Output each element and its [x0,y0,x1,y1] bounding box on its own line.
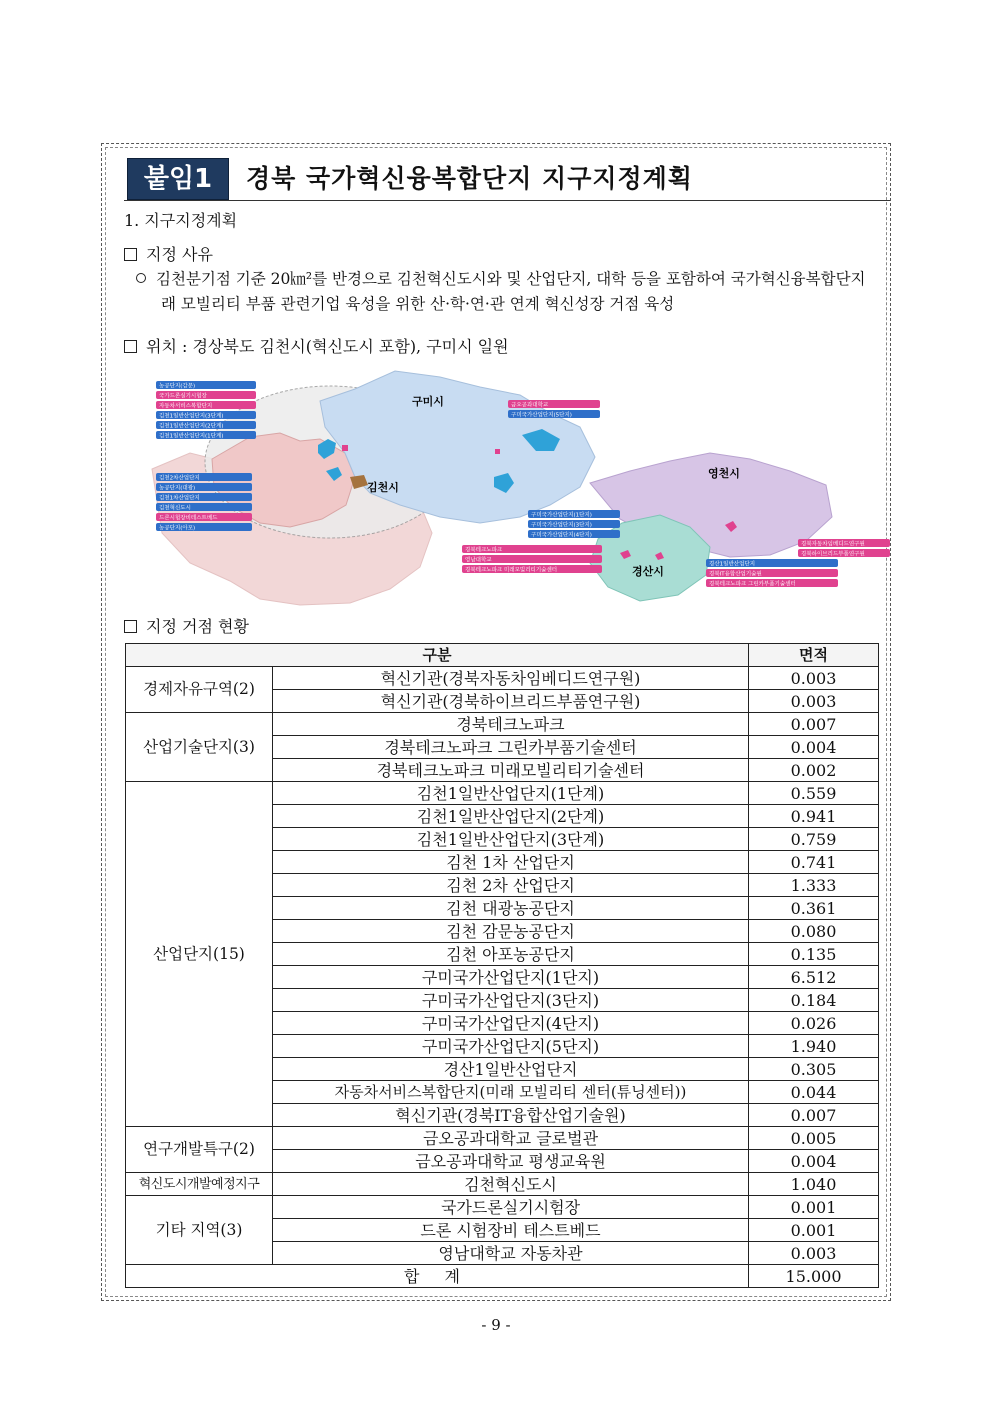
map-tag-label: 금오공과대학교 [511,402,549,409]
site-name-cell: 김천 2차 산업단지 [273,874,749,897]
area-cell: 0.080 [749,920,879,943]
area-cell: 0.759 [749,828,879,851]
site-name-cell: 김천 아포농공단지 [273,943,749,966]
table-row [126,667,879,690]
map-tag-label: 구미국가산업단지(4단지) [531,532,592,539]
reason-line-1-wrap [124,268,890,290]
table-row [126,1196,879,1219]
site-name-cell: 국가드론실기시험장 [273,1196,749,1219]
location-map [150,367,890,607]
area-cell: 0.004 [749,1150,879,1173]
category-cell: 경제자유구역(2) [126,667,273,713]
map-tag-label: 경북IT융합산업기술원 [709,571,762,578]
map-tag-label: 김천1일반산업단지(3단계) [159,413,224,420]
map-tag-label: 경산1일반산업단지 [709,561,756,568]
category-cell: 기타 지역(3) [126,1196,273,1265]
map-tag-label: 김천1일반산업단지(1단계) [159,433,224,440]
location-text: 위치 : 경상북도 김천시(혁신도시 포함), 구미시 일원 [146,337,509,356]
sites-heading [124,616,249,638]
site-name-cell: 김천혁신도시 [273,1173,749,1196]
map-tag-label: 경북자동차임베디드연구원 [801,541,865,548]
map-tag-label: 경북테크노파크 미래모빌리티기술센터 [465,567,558,574]
map-label-yeongcheon: 영천시 [708,467,740,480]
site-name-cell: 김천1일반산업단지(3단계) [273,828,749,851]
map-tag-label: 김천1일반산업단지(2단계) [159,423,224,430]
site-name-cell: 김천1일반산업단지(1단계) [273,782,749,805]
reason-line-1-text: 김천분기점 기준 20㎞²를 반경으로 김천혁신도시와 및 산업단지, 대학 등을 포함하여 국가혁신융복합단지 [156,270,866,288]
area-cell: 0.741 [749,851,879,874]
table-row [126,782,879,805]
area-cell: 6.512 [749,966,879,989]
attachment-badge: 붙임1 [127,158,229,200]
area-cell: 0.003 [749,667,879,690]
total-area: 15.000 [749,1265,879,1288]
area-cell: 0.002 [749,759,879,782]
site-name-cell: 경북테크노파크 미래모빌리티기술센터 [273,759,749,782]
area-cell: 0.007 [749,713,879,736]
map-tag-label: 국가드론실기시험장 [159,393,207,400]
map-tag-label: 김천2차산업단지 [159,475,200,482]
area-cell: 0.001 [749,1219,879,1242]
reason-heading [124,244,213,266]
map-tag-label: 경북하이브리드부품연구원 [801,551,865,558]
map-tag-label: 자동차서비스복합단지 [159,403,213,410]
site-name-cell: 혁신기관(경북하이브리드부품연구원) [273,690,749,713]
map-tag-label: 농공단지(감문) [159,383,196,390]
table-row [126,713,879,736]
area-cell: 0.003 [749,1242,879,1265]
category-cell: 연구개발특구(2) [126,1127,273,1173]
square-bullet-icon [124,248,137,261]
area-cell: 0.003 [749,690,879,713]
site-name-cell: 영남대학교 자동차관 [273,1242,749,1265]
page-title: 경북 국가혁신융복합단지 지구지정계획 [246,164,693,193]
section-heading: 1. 지구지정계획 [124,211,238,230]
area-cell: 0.305 [749,1058,879,1081]
map-tag-label: 구미국가산업단지(5단지) [511,412,572,419]
area-cell: 0.007 [749,1104,879,1127]
page-number: - 9 - [481,1316,511,1334]
site-name-cell: 구미국가산업단지(1단지) [273,966,749,989]
map-tag-label: 드론시험장비테스트베드 [159,515,218,522]
site-name-cell: 경북테크노파크 그린카부품기술센터 [273,736,749,759]
category-cell: 산업단지(15) [126,782,273,1127]
map-tag-label: 경북테크노파크 [465,547,503,554]
category-cell: 산업기술단지(3) [126,713,273,782]
map-tag-label: 구미국가산업단지(3단지) [531,522,592,529]
area-cell: 0.005 [749,1127,879,1150]
site-name-cell: 금오공과대학교 평생교육원 [273,1150,749,1173]
site-name-cell: 드론 시험장비 테스트베드 [273,1219,749,1242]
table-header-row [126,644,879,667]
area-cell: 1.940 [749,1035,879,1058]
sites-heading-text: 지정 거점 현황 [146,617,249,636]
site-name-cell: 혁신기관(경북IT융합산업기술원) [273,1104,749,1127]
map-svg [150,367,890,607]
site-blob [342,445,348,451]
area-cell: 0.004 [749,736,879,759]
area-cell: 1.333 [749,874,879,897]
area-cell: 0.026 [749,1012,879,1035]
site-blob [495,449,500,454]
map-tag-label: 김천1차산업단지 [159,495,200,502]
area-cell: 1.040 [749,1173,879,1196]
area-cell: 0.044 [749,1081,879,1104]
reason-heading-text: 지정 사유 [146,245,213,264]
site-name-cell: 경산1일반산업단지 [273,1058,749,1081]
site-name-cell: 김천 1차 산업단지 [273,851,749,874]
site-name-cell: 자동차서비스복합단지(미래 모빌리티 센터(튜닝센터)) [273,1081,749,1104]
area-cell: 0.184 [749,989,879,1012]
circle-bullet-icon [136,273,146,283]
header-category: 구분 [126,644,749,667]
site-name-cell: 구미국가산업단지(3단지) [273,989,749,1012]
table-row [126,1127,879,1150]
title-bar [124,158,890,201]
square-bullet-icon [124,340,137,353]
total-row [126,1265,879,1288]
map-tag-label: 농공단지(대광) [159,485,196,492]
map-label-gumi: 구미시 [412,395,444,408]
map-tag-label: 구미국가산업단지(1단지) [531,512,592,519]
map-label-gimcheon: 김천시 [367,481,399,494]
area-cell: 0.135 [749,943,879,966]
category-cell: 혁신도시개발예정지구 [126,1173,273,1196]
site-name-cell: 혁신기관(경북자동차임베디드연구원) [273,667,749,690]
map-tag-label: 경북테크노파크 그린카부품기술센터 [709,581,796,588]
area-cell: 0.941 [749,805,879,828]
sites-table [125,643,879,1288]
area-cell: 0.559 [749,782,879,805]
map-tag-label: 영남대학교 [465,557,492,564]
area-cell: 0.001 [749,1196,879,1219]
reason-line-1 [136,268,866,290]
header-area: 면적 [749,644,879,667]
site-name-cell: 구미국가산업단지(5단지) [273,1035,749,1058]
area-cell: 0.361 [749,897,879,920]
site-name-cell: 김천 감문농공단지 [273,920,749,943]
site-name-cell: 김천 대광농공단지 [273,897,749,920]
site-name-cell: 김천1일반산업단지(2단계) [273,805,749,828]
square-bullet-icon [124,620,137,633]
reason-line-2: 래 모빌리티 부품 관련기업 육성을 위한 산·학·연·관 연계 혁신성장 거점 육성 [161,295,675,313]
map-tag-label: 농공단지(아포) [159,525,196,532]
site-name-cell: 금오공과대학교 글로벌관 [273,1127,749,1150]
location-line [124,336,509,358]
map-tag-label: 김천혁신도시 [159,505,191,512]
map-label-gyeongsan: 경산시 [632,565,664,578]
site-name-cell: 구미국가산업단지(4단지) [273,1012,749,1035]
table-row [126,1173,879,1196]
total-label: 합 계 [126,1265,749,1288]
site-name-cell: 경북테크노파크 [273,713,749,736]
